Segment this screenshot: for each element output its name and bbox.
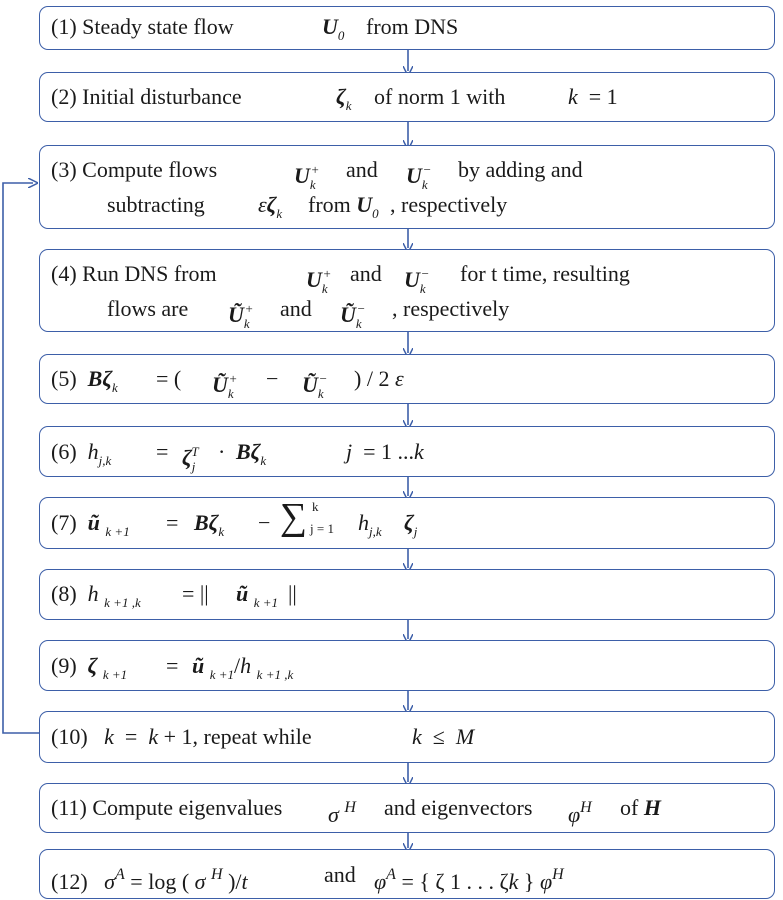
step-3-eps-zeta: $\varepsilon\zeta_k$ xyxy=(258,192,283,221)
step-3-uplus: $U_k^+$ xyxy=(294,162,320,192)
step-4-text: (4) Run DNS from xyxy=(51,261,217,286)
step-4-uminus: $U_k^-$ xyxy=(404,266,430,296)
step-10-text: (10) k = k + 1, repeat while xyxy=(51,724,312,749)
step-4-line2a: flows are xyxy=(107,296,189,321)
step-11-of: of H xyxy=(620,795,661,820)
step-5-utminus: $Ũ_k^-$ xyxy=(302,371,328,401)
step-8-box xyxy=(39,569,775,620)
step-9-lhs: (9) ζ $_{k +1}$ xyxy=(51,653,128,682)
step-4-mid: for t time, resulting xyxy=(460,261,630,286)
step-12-and: and xyxy=(324,862,356,887)
step-3-text: (3) Compute flows xyxy=(51,157,218,182)
step-4-box xyxy=(39,249,775,332)
step-7-eq: = xyxy=(166,510,179,535)
step-3-line2a: subtracting xyxy=(107,192,205,217)
step-6-range: j = 1 ...k xyxy=(346,439,424,464)
step-6-bz: $B\zeta_k$ xyxy=(236,439,267,468)
step-2-text: (2) Initial disturbance xyxy=(51,84,242,109)
step-8-u: ũ $_{k +1}$ xyxy=(236,581,279,610)
step-5-box xyxy=(39,354,775,404)
step-6-zeta: $\zeta_j^T$ xyxy=(182,444,199,474)
step-2-mid: of norm 1 with xyxy=(374,84,506,109)
step-3-and: and xyxy=(346,157,378,182)
step-6-box xyxy=(39,426,775,477)
step-1-tail: from DNS xyxy=(366,14,459,39)
step-4-and2: and xyxy=(280,296,312,321)
step-8-close: || xyxy=(288,581,297,606)
step-9-rhs: ũ $_{k +1}$/h $_{k +1 ,k}$ xyxy=(192,653,294,682)
step-4-utplus: $Ũ_k^+$ xyxy=(228,301,254,331)
loop-back-arrow xyxy=(3,183,39,733)
step-2-zeta: $\zeta_k$ xyxy=(336,84,352,113)
step-6-lhs: (6) $h_{j,k}$ xyxy=(51,439,112,468)
step-10-cond: k ≤ M xyxy=(412,724,475,749)
step-1-symbol: $U_0$ xyxy=(322,14,345,43)
step-11-text: (11) Compute eigenvalues xyxy=(51,795,283,820)
step-2-eq: k = 1 xyxy=(568,84,618,109)
step-11-box xyxy=(39,783,775,833)
step-4-utminus: $Ũ_k^-$ xyxy=(340,301,366,331)
step-1-text: (1) Steady state flow xyxy=(51,14,234,39)
step-8-eq: = || xyxy=(182,581,209,606)
step-9-box xyxy=(39,640,775,691)
step-5-utplus: $Ũ_k^+$ xyxy=(212,371,238,401)
step-11-mid: and eigenvectors xyxy=(384,795,533,820)
step-3-from: from $U_0$ xyxy=(308,192,379,221)
step-7-sum-top: k xyxy=(312,499,319,514)
step-11-phi: $\varphi^H$ xyxy=(568,799,592,827)
step-11-sigma: σ $^H$ xyxy=(328,799,356,827)
step-4-and: and xyxy=(350,261,382,286)
step-2-box xyxy=(39,72,775,122)
step-7-h: $h_{j,k}$ xyxy=(358,510,382,539)
step-3-uminus: $U_k^-$ xyxy=(406,162,432,192)
step-1-box xyxy=(39,6,775,50)
step-3-tail1: by adding and xyxy=(458,157,583,182)
step-7-lhs: (7) ũ $_{k +1}$ xyxy=(51,510,130,539)
step-5-lhs: (5) $B\zeta_k$ xyxy=(51,366,118,395)
step-6-eq: = xyxy=(156,439,169,464)
step-12-text: (12) $\sigma^A = \log$ ( σ $^H$ )/t xyxy=(51,866,248,894)
step-5-minus: − xyxy=(266,366,279,391)
step-5-close: ) / 2 ε xyxy=(354,366,404,391)
step-7-sum: ∑ xyxy=(280,496,308,538)
step-12-phi: $\varphi^A$ = { ζ 1 . . . ζk } $\varphi^H$ xyxy=(374,866,564,894)
step-6-dot: · xyxy=(218,439,226,464)
step-9-eq: = xyxy=(166,653,179,678)
step-7-sum-bot: j = 1 xyxy=(310,521,334,536)
step-3-box xyxy=(39,145,775,229)
step-4-tail2: , respectively xyxy=(392,296,510,321)
step-8-lhs: (8) h $_{k +1 ,k}$ xyxy=(51,581,141,610)
step-7-bz: $B\zeta_k$ xyxy=(194,510,225,539)
step-7-box xyxy=(39,497,775,549)
step-10-box xyxy=(39,711,775,763)
step-5-eq: = ( xyxy=(156,366,182,391)
step-4-uplus: $U_k^+$ xyxy=(306,266,332,296)
step-3-tail2: , respectively xyxy=(390,192,508,217)
step-12-box xyxy=(39,849,775,899)
step-7-zeta: $\zeta_j$ xyxy=(404,510,418,539)
step-7-minus: − xyxy=(258,510,271,535)
